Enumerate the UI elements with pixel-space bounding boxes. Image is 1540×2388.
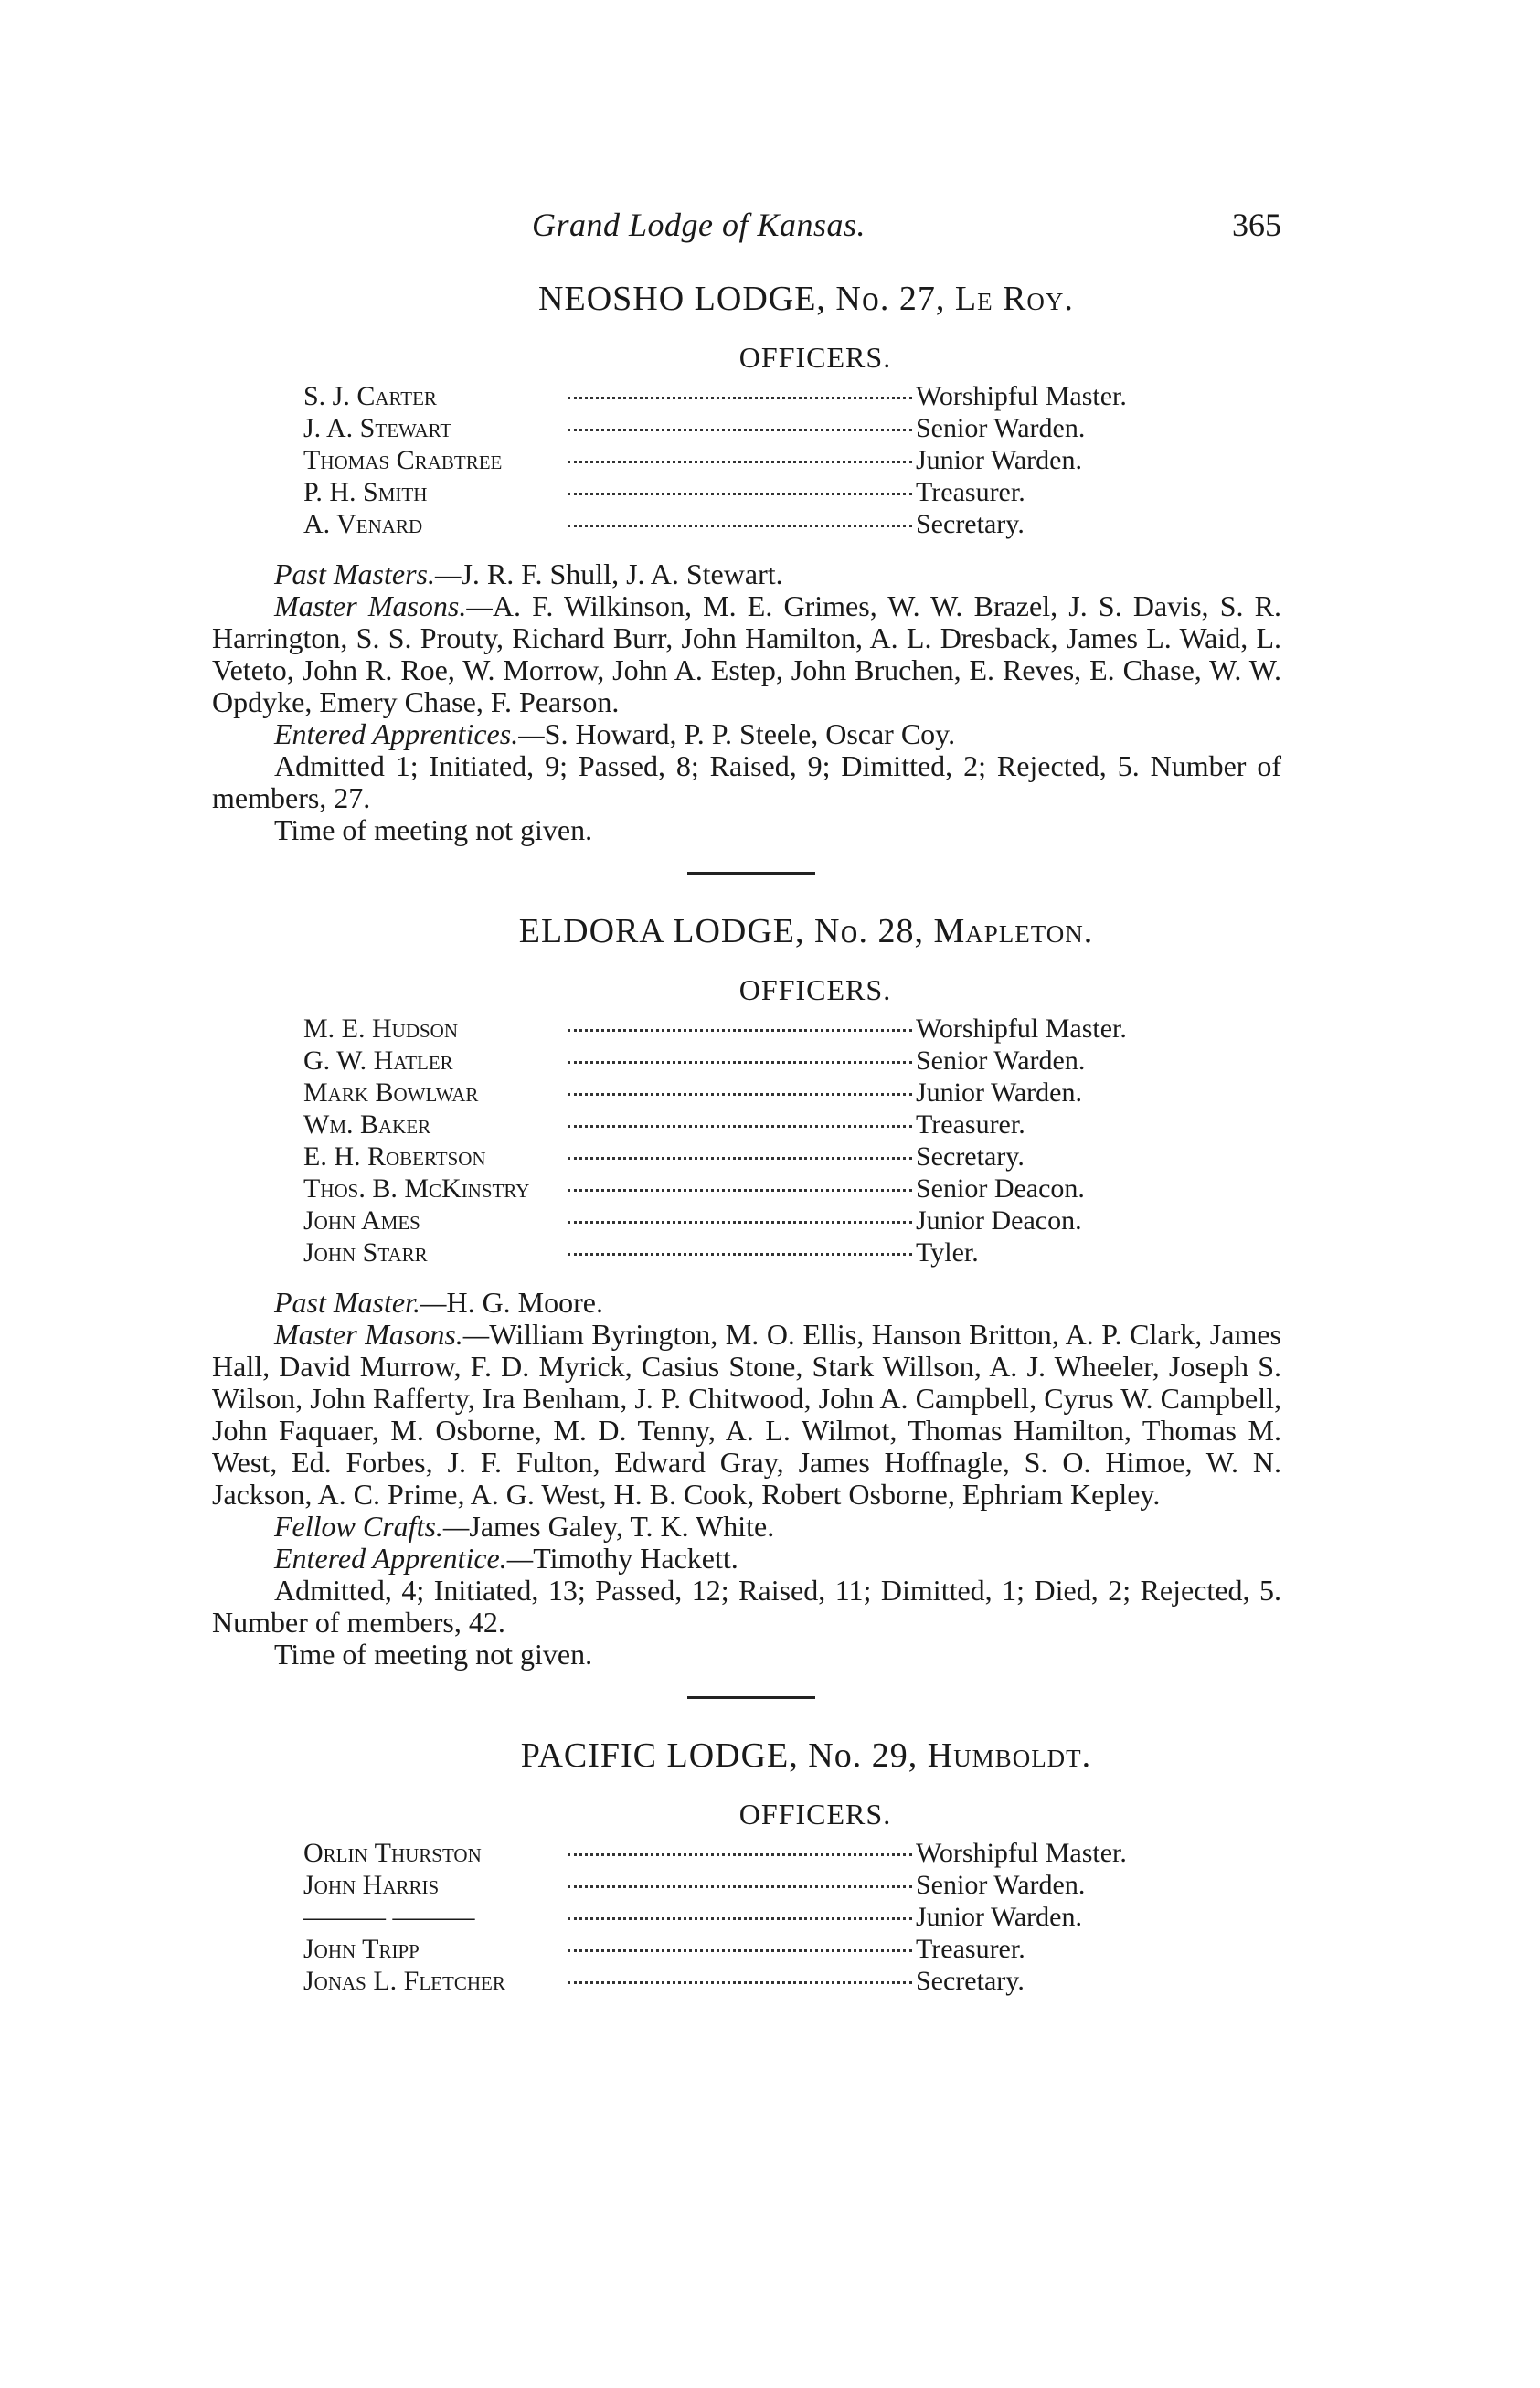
officers-title: OFFICERS. (738, 341, 892, 374)
paragraph-text: William Byrington, M. O. Ellis, Hanson Britton, A. P. Clark, James Hall, David Murrow, F. D. Myrick, Casius Stone, Stark Willson, A. J. Wheeler, Joseph S. Wilson, John Rafferty, Ira Benham, J. P. Chitwood, John A. Campbell, Cyrus W. Campbell, John Faquaer, M. Osborne, M. D. Tenny, A. L. Wilmot, Thomas Hamilton, Thomas M. West, Ed. Forbes, J. F. Fulton, Edward Gray, James Hoffnagle, S. O. Himoe, W. N. Jackson, A. C. Prime, A. G. West, H. B. Cook, Robert Osborne, Ephriam Kepley. (212, 1318, 1282, 1511)
officer-row (303, 1869, 1217, 1901)
officer-row (303, 1901, 1217, 1933)
officer-name: John Ames (303, 1205, 420, 1236)
officer-name: Wm. Baker (303, 1109, 431, 1140)
officer-row (303, 1045, 1217, 1077)
paragraph-text: A. F. Wilkinson, M. E. Grimes, W. W. Brazel, J. S. Davis, S. R. Harrington, S. S. Prouty, Richard Burr, John Hamilton, A. L. Dresback, James L. Waid, L. Veteto, John R. Roe, W. Morrow, John A. Estep, John Bruchen, E. Reves, E. Chase, W. W. Opdyke, Emery Chase, F. Pearson. (212, 589, 1282, 718)
officer-office: Treasurer. (916, 477, 1025, 507)
officer-row (303, 380, 1217, 412)
officer-office: Tyler. (916, 1237, 979, 1268)
lodge-paragraph (212, 750, 1281, 814)
officers-title: OFFICERS. (738, 973, 892, 1006)
officer-office: Senior Warden. (916, 1870, 1086, 1900)
lodge-paragraph (212, 718, 1281, 750)
lodge-paragraph (212, 1575, 1281, 1639)
lodge-name: NEOSHO LODGE, (538, 280, 826, 318)
officer-name: G. W. Hatler (303, 1045, 453, 1076)
paragraph-text: Admitted 1; Initiated, 9; Passed, 8; Raised, 9; Dimitted, 2; Rejected, 5. Number of members, 27. (212, 749, 1281, 814)
officer-name: John Tripp (303, 1934, 420, 1964)
officer-row (303, 444, 1217, 476)
officer-row (303, 1141, 1217, 1173)
leader-dots (568, 1252, 912, 1256)
leader-dots (568, 1060, 912, 1064)
leader-dots (568, 1916, 912, 1920)
lodge-place: Humboldt. (927, 1736, 1092, 1775)
officer-office: Senior Warden. (916, 1045, 1086, 1076)
officer-office: Senior Deacon. (916, 1173, 1085, 1204)
lodge-section (212, 1735, 1281, 1997)
officer-office: Treasurer. (916, 1109, 1025, 1140)
leader-dots (568, 1124, 912, 1128)
officer-name: Mark Bowlwar (303, 1077, 479, 1108)
officer-row (303, 1077, 1217, 1109)
paragraph-lead: Master Masons.— (274, 589, 493, 622)
paragraph-lead: Past Masters.— (274, 557, 462, 590)
officer-row (303, 1837, 1217, 1869)
paragraph-text: H. G. Moore. (446, 1286, 603, 1319)
leader-dots (568, 428, 912, 431)
leader-dots (568, 524, 912, 527)
leader-dots (568, 460, 912, 463)
lodge-paragraph (212, 1543, 1281, 1575)
officer-office: Junior Warden. (916, 445, 1082, 475)
paragraph-text: James Galey, T. K. White. (469, 1510, 775, 1543)
lodge-name: ELDORA LODGE, (518, 912, 805, 950)
leader-dots (568, 1188, 912, 1192)
lodge-heading (212, 1735, 1281, 1776)
paragraph-text: Time of meeting not given. (274, 813, 593, 846)
running-head-title: Grand Lodge of Kansas. (532, 207, 866, 243)
lodge-paragraph (212, 814, 1281, 846)
officer-row (303, 1109, 1217, 1141)
officers-title: OFFICERS. (738, 1798, 892, 1831)
officer-name: S. J. Carter (303, 381, 437, 411)
officer-name: A. Venard (303, 509, 423, 539)
officer-office: Junior Warden. (916, 1902, 1082, 1932)
lodge-number: No. 28, (814, 912, 924, 950)
leader-dots (568, 1980, 912, 1984)
leader-dots (568, 492, 912, 495)
officer-office: Secretary. (916, 1141, 1025, 1172)
officer-row (303, 476, 1217, 508)
officer-office: Worshipful Master. (916, 1838, 1127, 1868)
lodge-place: Le Roy. (954, 280, 1074, 318)
officer-office: Worshipful Master. (916, 381, 1127, 411)
officer-office: Senior Warden. (916, 413, 1086, 443)
lodge-place: Mapleton. (933, 912, 1094, 950)
page-number: 365 (1232, 207, 1281, 243)
page (212, 187, 1281, 1997)
officer-name: ——— ——— (303, 1902, 475, 1932)
leader-dots (568, 1092, 912, 1096)
lodge-section (212, 911, 1281, 1671)
lodge-paragraph (212, 1639, 1281, 1671)
officer-name: Thomas Crabtree (303, 445, 503, 475)
officer-row (303, 1965, 1217, 1997)
officer-name: J. A. Stewart (303, 413, 452, 443)
lodge-paragraph (212, 558, 1281, 590)
paragraph-text: S. Howard, P. P. Steele, Oscar Coy. (544, 717, 956, 750)
officer-name: E. H. Robertson (303, 1141, 486, 1172)
lodge-paragraph (212, 1511, 1281, 1543)
leader-dots (568, 1028, 912, 1032)
officer-row (303, 412, 1217, 444)
section-divider (687, 1696, 815, 1699)
lodge-heading (212, 279, 1281, 319)
lodge-paragraph (212, 1287, 1281, 1319)
section-divider (687, 872, 815, 875)
officer-name: Orlin Thurston (303, 1838, 482, 1868)
officer-name: P. H. Smith (303, 477, 428, 507)
leader-dots (568, 1948, 912, 1952)
officer-name: John Harris (303, 1870, 440, 1900)
officer-row (303, 1236, 1217, 1268)
paragraph-lead: Master Masons.— (274, 1318, 490, 1351)
lodge-paragraph (212, 1319, 1281, 1511)
lodge-section (212, 279, 1281, 846)
lodge-number: No. 27, (835, 280, 946, 318)
leader-dots (568, 1156, 912, 1160)
paragraph-lead: Entered Apprentices.— (274, 717, 545, 750)
officer-row (303, 1933, 1217, 1965)
officer-office: Secretary. (916, 509, 1025, 539)
officer-office: Junior Warden. (916, 1077, 1082, 1108)
officer-row (303, 508, 1217, 540)
paragraph-text: Timothy Hackett. (533, 1542, 738, 1575)
running-head (212, 187, 1281, 242)
officer-office: Junior Deacon. (916, 1205, 1082, 1236)
officer-row (303, 1173, 1217, 1205)
paragraph-text: J. R. F. Shull, J. A. Stewart. (461, 557, 783, 590)
paragraph-text: Admitted, 4; Initiated, 13; Passed, 12; Raised, 11; Dimitted, 1; Died, 2; Rejected, 5. Number of members, 42. (212, 1574, 1281, 1639)
officer-name: Thos. B. McKinstry (303, 1173, 530, 1204)
lodge-number: No. 29, (808, 1736, 919, 1775)
leader-dots (568, 1220, 912, 1224)
leader-dots (568, 1884, 912, 1888)
officer-name: John Starr (303, 1237, 428, 1268)
lodge-name: PACIFIC LODGE, (520, 1736, 799, 1775)
paragraph-lead: Fellow Crafts.— (274, 1510, 470, 1543)
officer-name: Jonas L. Fletcher (303, 1966, 505, 1996)
lodge-paragraph (212, 590, 1281, 718)
officer-office: Worshipful Master. (916, 1014, 1127, 1044)
paragraph-lead: Past Master.— (274, 1286, 447, 1319)
lodge-list (212, 279, 1281, 1997)
officer-office: Secretary. (916, 1966, 1025, 1996)
officer-row (303, 1205, 1217, 1236)
officer-row (303, 1013, 1217, 1045)
officer-office: Treasurer. (916, 1934, 1025, 1964)
leader-dots (568, 1852, 912, 1856)
lodge-heading (212, 911, 1281, 951)
paragraph-text: Time of meeting not given. (274, 1638, 593, 1671)
leader-dots (568, 396, 912, 399)
officer-name: M. E. Hudson (303, 1014, 459, 1044)
paragraph-lead: Entered Apprentice.— (274, 1542, 534, 1575)
